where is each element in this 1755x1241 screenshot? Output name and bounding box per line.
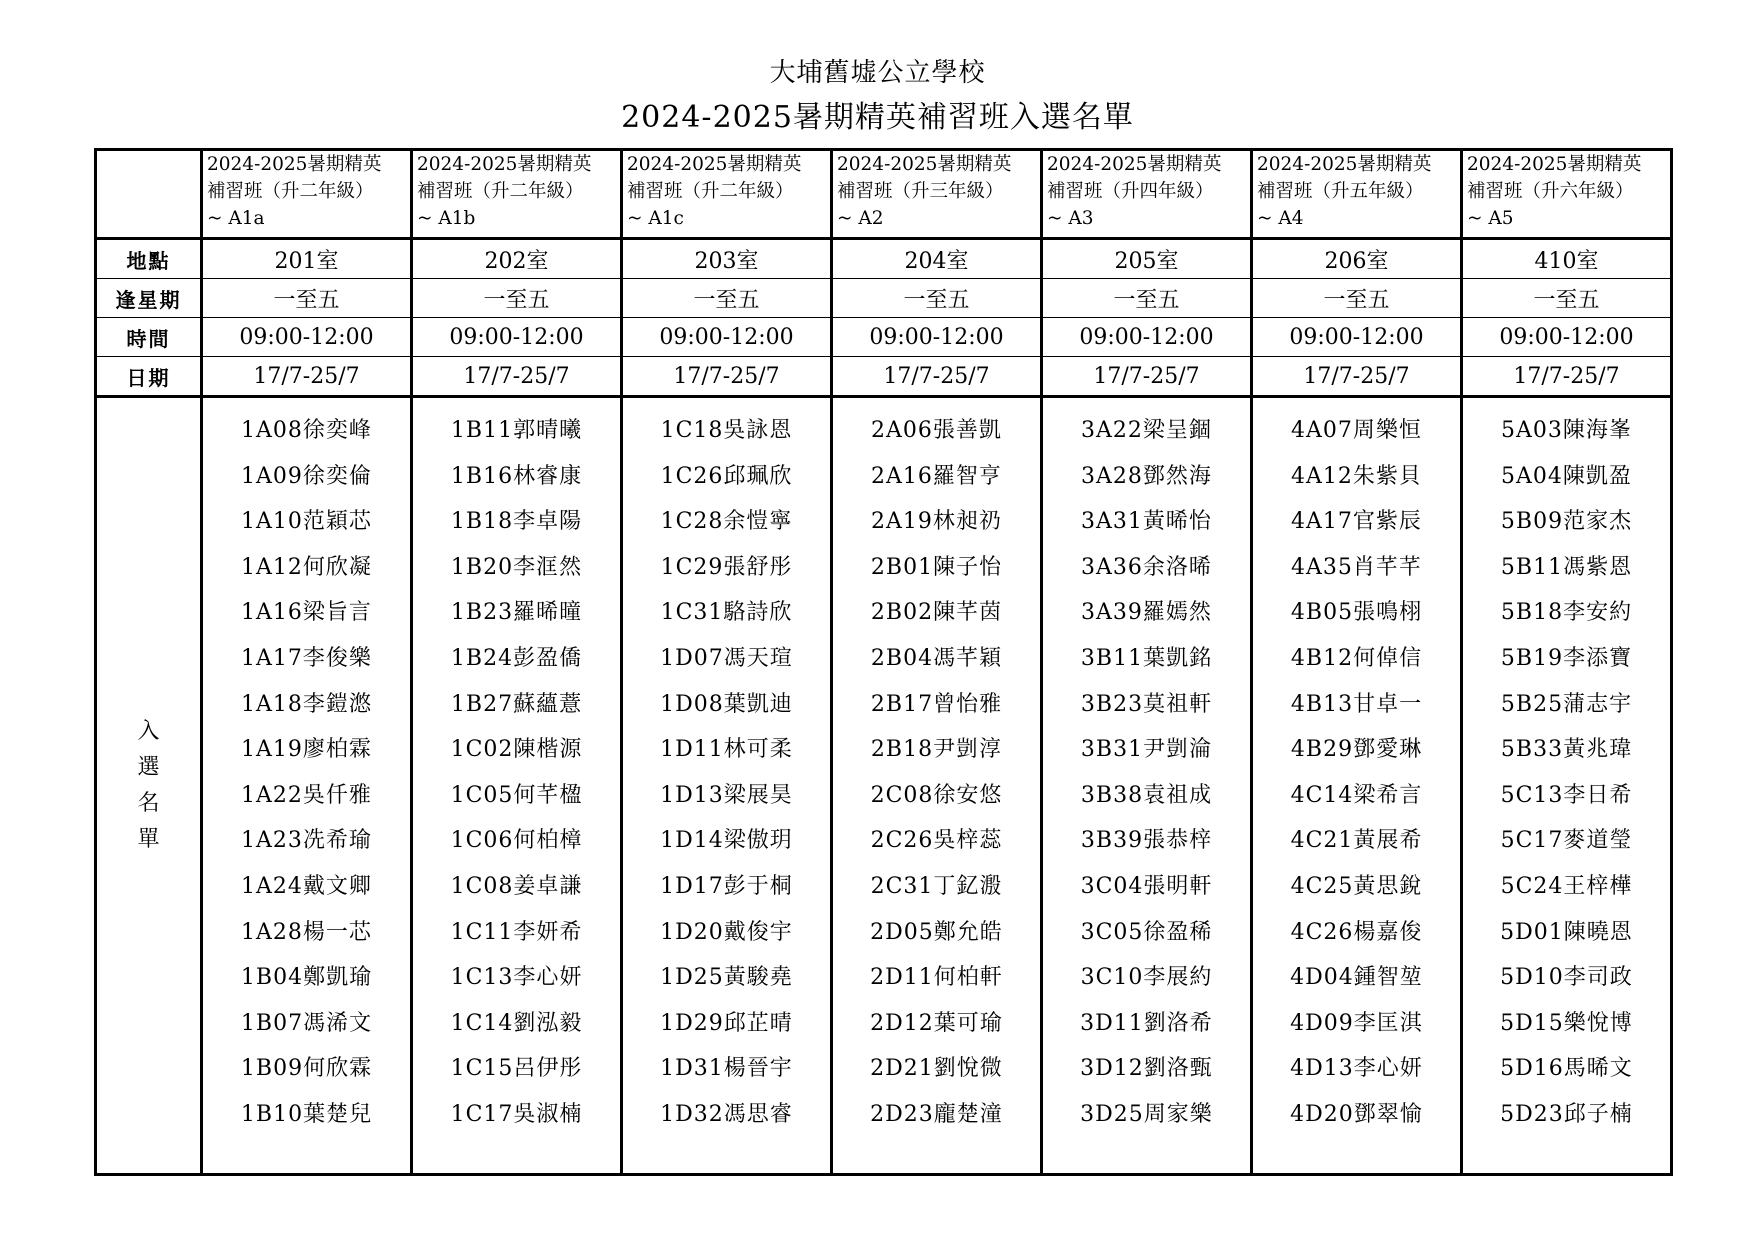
- selected-students-row: [96, 397, 1672, 1175]
- student-entry: 2B02陳芊茵: [870, 600, 1003, 626]
- student-entry: 3B31尹剴淪: [1080, 737, 1213, 763]
- student-entry: 1C11李妍希: [450, 919, 583, 945]
- student-entry: 1A10范穎芯: [241, 509, 372, 535]
- student-entry: 2D05鄭允皓: [870, 919, 1003, 945]
- student-entry: 1B23羅晞曈: [450, 600, 583, 626]
- student-entry: 1D25黃駿堯: [660, 965, 793, 991]
- student-entry: 2D11何柏軒: [870, 965, 1003, 991]
- student-entry: 4C25黃思銳: [1290, 873, 1423, 899]
- student-entry: 1C29張舒彤: [660, 554, 793, 580]
- date-cell: 17/7-25/7: [1252, 357, 1462, 397]
- student-entry: 1A12何欣凝: [241, 554, 372, 580]
- student-entry: 1B18李卓陽: [450, 509, 583, 535]
- time-cell: 09:00-12:00: [622, 318, 832, 357]
- student-entry: 1A18李鎧滺: [241, 691, 372, 717]
- student-list-cell: [832, 397, 1042, 1175]
- student-entry: 1B11郭晴曦: [450, 418, 583, 443]
- time-cell: 09:00-12:00: [202, 318, 412, 357]
- student-entry: 1A24戴文卿: [241, 873, 372, 899]
- date-cell: 17/7-25/7: [412, 357, 622, 397]
- student-entry: 2B17曾怡雅: [870, 691, 1003, 717]
- student-entry: 5B09范家杰: [1500, 509, 1633, 535]
- student-entry: 3D12劉洛甄: [1080, 1056, 1213, 1082]
- student-entry: 2C26吳梓蕊: [870, 828, 1003, 854]
- date-label: 日期: [96, 357, 202, 397]
- class-header: 2024-2025暑期精英 補習班（升三年級） ~ A2: [832, 150, 1042, 239]
- student-entry: 4B29鄧愛琳: [1290, 737, 1423, 763]
- student-entry: 5C17麥道瑩: [1500, 828, 1633, 854]
- location-cell: 204室: [832, 239, 1042, 279]
- selection-table: [94, 148, 1673, 1176]
- student-entry: 1A09徐奕倫: [241, 463, 372, 489]
- student-entry: 5C24王梓樺: [1500, 873, 1633, 899]
- student-entry: 1C02陳楷源: [450, 737, 583, 763]
- date-row: [96, 357, 1672, 397]
- student-entry: 5B33黃兆瑋: [1500, 737, 1633, 763]
- student-entry: 1A08徐奕峰: [241, 418, 372, 443]
- time-cell: 09:00-12:00: [1252, 318, 1462, 357]
- time-label: 時間: [96, 318, 202, 357]
- student-entry: 1C26邱珮欣: [660, 463, 793, 489]
- student-entry: 1C18吳詠恩: [660, 418, 793, 443]
- student-entry: 5B11馮紫恩: [1500, 554, 1633, 580]
- student-list-cell: [1462, 397, 1672, 1175]
- student-entry: 1D29邱芷晴: [660, 1010, 793, 1036]
- student-entry: 2B01陳子怡: [870, 554, 1003, 580]
- location-cell: 206室: [1252, 239, 1462, 279]
- days-label: 逢星期: [96, 279, 202, 318]
- student-entry: 3A36余洛晞: [1081, 554, 1212, 580]
- student-entry: 3A22梁呈錮: [1081, 418, 1212, 443]
- date-cell: 17/7-25/7: [1042, 357, 1252, 397]
- student-entry: 1A28楊一芯: [241, 919, 372, 945]
- student-entry: 2A06張善凱: [871, 418, 1002, 443]
- student-entry: 2A19林昶礽: [871, 509, 1002, 535]
- student-entry: 4C26楊嘉俊: [1290, 919, 1423, 945]
- student-entry: 5D10李司政: [1500, 965, 1633, 991]
- student-entry: 5D15樂悅博: [1500, 1010, 1633, 1036]
- location-cell: 202室: [412, 239, 622, 279]
- selected-list-label: 入 選 名 單: [96, 397, 202, 1175]
- student-entry: 1C15呂伊彤: [450, 1056, 583, 1082]
- time-cell: 09:00-12:00: [412, 318, 622, 357]
- student-entry: 4D04鍾智堃: [1290, 965, 1423, 991]
- days-cell: 一至五: [202, 279, 412, 318]
- student-entry: 1D20戴俊宇: [660, 919, 793, 945]
- corner-cell: [96, 150, 202, 239]
- student-entry: 2A16羅智亨: [871, 463, 1002, 489]
- student-list-cell: [1042, 397, 1252, 1175]
- student-entry: 5B25蒲志宇: [1500, 691, 1633, 717]
- student-entry: 5C13李日希: [1500, 782, 1633, 808]
- student-entry: 2C08徐安悠: [870, 782, 1003, 808]
- student-entry: 5D01陳曉恩: [1500, 919, 1633, 945]
- student-list-cell: [202, 397, 412, 1175]
- student-entry: 1D17彭于桐: [660, 873, 793, 899]
- student-entry: 1D11林可柔: [660, 737, 793, 763]
- student-entry: 1D07馮天瑄: [660, 645, 793, 671]
- student-list-cell: [412, 397, 622, 1175]
- student-entry: 1C31駱詩欣: [660, 600, 793, 626]
- student-entry: 4B12何倬信: [1290, 645, 1423, 671]
- location-cell: 410室: [1462, 239, 1672, 279]
- location-row: [96, 239, 1672, 279]
- days-cell: 一至五: [622, 279, 832, 318]
- student-entry: 3C05徐盈稀: [1080, 919, 1213, 945]
- student-entry: 1A17李俊樂: [241, 645, 372, 671]
- student-entry: 3C10李展約: [1080, 965, 1213, 991]
- days-cell: 一至五: [1042, 279, 1252, 318]
- student-entry: 4A12朱紫貝: [1291, 463, 1422, 489]
- student-entry: 4B05張鳴栩: [1290, 600, 1423, 626]
- student-entry: 3A31黃晞怡: [1081, 509, 1212, 535]
- student-entry: 1A22吳仟雅: [241, 782, 372, 808]
- date-cell: 17/7-25/7: [622, 357, 832, 397]
- student-entry: 1D08葉凱迪: [660, 691, 793, 717]
- location-cell: 201室: [202, 239, 412, 279]
- student-entry: 4D09李匡淇: [1290, 1010, 1423, 1036]
- student-entry: 2B04馮芊穎: [870, 645, 1003, 671]
- class-header: 2024-2025暑期精英 補習班（升五年級） ~ A4: [1252, 150, 1462, 239]
- days-cell: 一至五: [1252, 279, 1462, 318]
- student-entry: 1B20李洭然: [450, 554, 583, 580]
- student-entry: 1D31楊晉宇: [660, 1056, 793, 1082]
- location-label: 地點: [96, 239, 202, 279]
- days-cell: 一至五: [1462, 279, 1672, 318]
- student-list-cell: [622, 397, 832, 1175]
- student-list-cell: [1252, 397, 1462, 1175]
- student-entry: 1B04鄭凱瑜: [240, 965, 373, 991]
- student-entry: 4D13李心妍: [1290, 1056, 1423, 1082]
- student-entry: 2B18尹剴淳: [870, 737, 1003, 763]
- student-entry: 1C17吳淑楠: [450, 1101, 583, 1127]
- student-entry: 4A07周樂恒: [1291, 418, 1422, 443]
- class-header: 2024-2025暑期精英 補習班（升四年級） ~ A3: [1042, 150, 1252, 239]
- student-entry: 4A17官紫辰: [1291, 509, 1422, 535]
- student-entry: 1C05何芊楹: [450, 782, 583, 808]
- student-entry: 3C04張明軒: [1080, 873, 1213, 899]
- student-entry: 1A23冼希瑜: [241, 828, 372, 854]
- student-entry: 2C31丁釔溵: [870, 873, 1003, 899]
- student-entry: 1A19廖柏霖: [241, 737, 372, 763]
- student-entry: 5D23邱子楠: [1500, 1101, 1633, 1127]
- student-entry: 1B16林睿康: [450, 463, 583, 489]
- time-cell: 09:00-12:00: [1462, 318, 1672, 357]
- student-entry: 1B09何欣霖: [240, 1056, 373, 1082]
- student-entry: 3A28鄧然海: [1081, 463, 1212, 489]
- student-entry: 1B10葉楚兒: [240, 1101, 373, 1127]
- student-entry: 5A04陳凱盈: [1501, 463, 1632, 489]
- student-entry: 5B18李安約: [1500, 600, 1633, 626]
- class-header: 2024-2025暑期精英 補習班（升二年級） ~ A1a: [202, 150, 412, 239]
- class-header: 2024-2025暑期精英 補習班（升六年級） ~ A5: [1462, 150, 1672, 239]
- student-entry: 1A16梁旨言: [241, 600, 372, 626]
- student-entry: 1D32馮思睿: [660, 1101, 793, 1127]
- days-cell: 一至五: [412, 279, 622, 318]
- class-header: 2024-2025暑期精英 補習班（升二年級） ~ A1b: [412, 150, 622, 239]
- student-entry: 1B24彭盈僑: [450, 645, 583, 671]
- time-cell: 09:00-12:00: [1042, 318, 1252, 357]
- student-entry: 4B13甘卓一: [1290, 691, 1423, 717]
- student-entry: 4C21黃展希: [1290, 828, 1423, 854]
- time-row: [96, 318, 1672, 357]
- class-header: 2024-2025暑期精英 補習班（升二年級） ~ A1c: [622, 150, 832, 239]
- school-name: 大埔舊墟公立學校: [769, 58, 986, 88]
- student-entry: 1B27蘇蘊薏: [450, 691, 583, 717]
- student-entry: 1D14梁傲玥: [660, 828, 793, 854]
- student-entry: 1C14劉泓毅: [450, 1010, 583, 1036]
- student-entry: 5B19李添寶: [1500, 645, 1633, 671]
- student-entry: 1B07馮浠文: [240, 1010, 373, 1036]
- student-entry: 3B38袁祖成: [1080, 782, 1213, 808]
- student-entry: 1C13李心妍: [450, 965, 583, 991]
- student-entry: 1D13梁展昊: [660, 782, 793, 808]
- location-cell: 203室: [622, 239, 832, 279]
- student-entry: 3D25周家樂: [1080, 1101, 1213, 1127]
- student-entry: 2D23龐楚潼: [870, 1101, 1003, 1127]
- student-entry: 1C06何柏樟: [450, 828, 583, 854]
- student-entry: 3B23莫祖軒: [1080, 691, 1213, 717]
- student-entry: 3B11葉凱銘: [1080, 645, 1213, 671]
- student-entry: 2D12葉可瑜: [870, 1010, 1003, 1036]
- location-cell: 205室: [1042, 239, 1252, 279]
- class-header-row: [96, 150, 1672, 239]
- student-entry: 3A39羅嫣然: [1081, 600, 1212, 626]
- student-entry: 1C08姜卓謙: [450, 873, 583, 899]
- student-entry: 1C28余愷寧: [660, 509, 793, 535]
- student-entry: 4A35肖芊芊: [1291, 554, 1422, 580]
- date-cell: 17/7-25/7: [202, 357, 412, 397]
- document-title: 2024-2025暑期精英補習班入選名單: [621, 100, 1134, 135]
- student-entry: 5A03陳海峯: [1501, 418, 1632, 443]
- student-entry: 4C14梁希言: [1290, 782, 1423, 808]
- student-entry: 5D16馬晞文: [1500, 1056, 1633, 1082]
- student-entry: 3B39張恭梓: [1080, 828, 1213, 854]
- days-cell: 一至五: [832, 279, 1042, 318]
- date-cell: 17/7-25/7: [1462, 357, 1672, 397]
- student-entry: 4D20鄧翠愉: [1290, 1101, 1423, 1127]
- time-cell: 09:00-12:00: [832, 318, 1042, 357]
- student-entry: 3D11劉洛希: [1080, 1010, 1213, 1036]
- days-row: [96, 279, 1672, 318]
- date-cell: 17/7-25/7: [832, 357, 1042, 397]
- student-entry: 2D21劉悅微: [870, 1056, 1003, 1082]
